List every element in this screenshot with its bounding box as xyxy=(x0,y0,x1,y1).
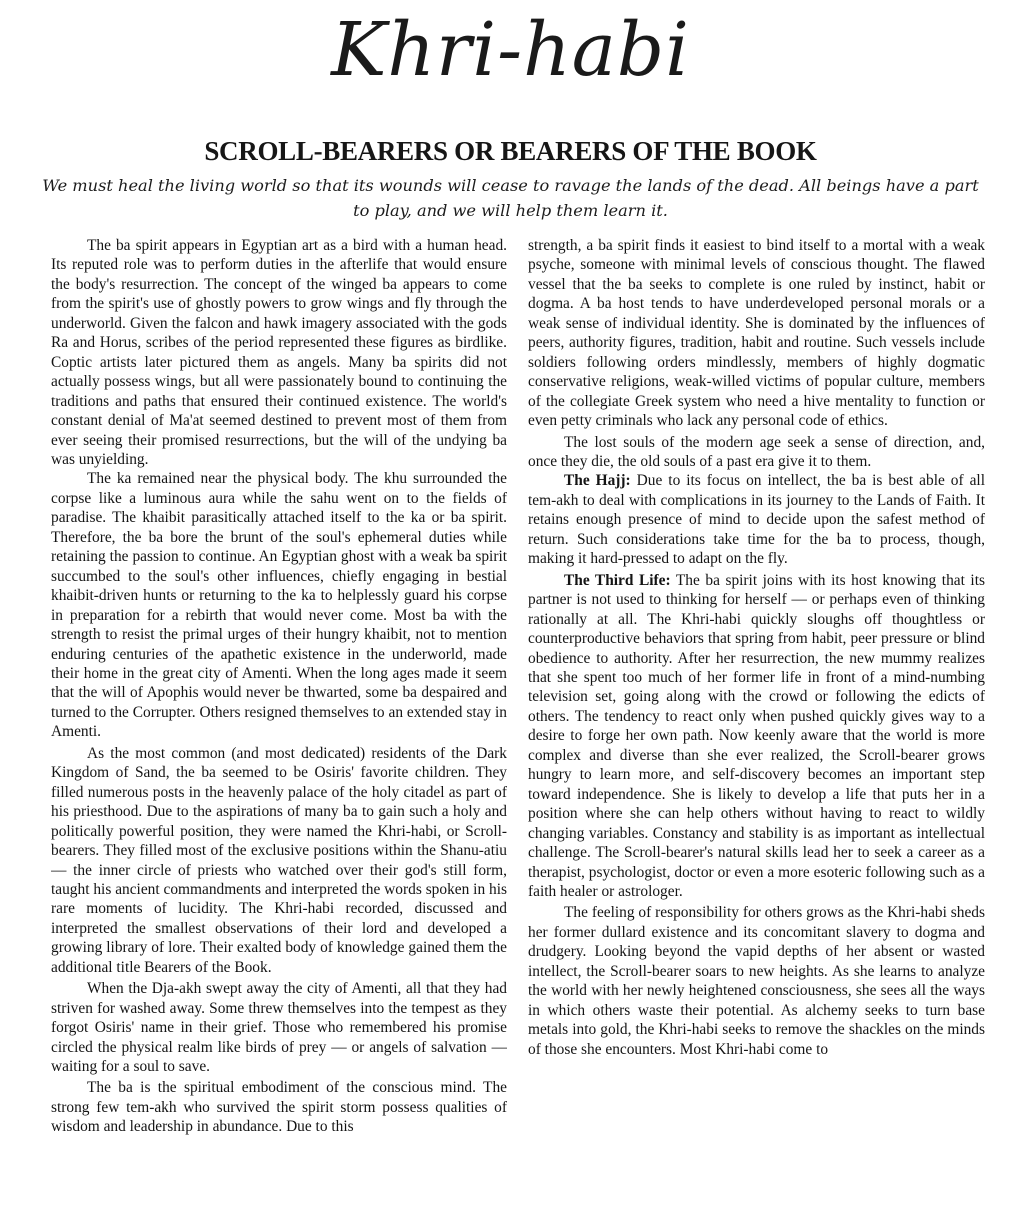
hajj-heading: The Hajj: xyxy=(564,472,631,490)
epigraph-quote: We must heal the living world so that its wounds will cease to ravage the lands of the dead. All beings have a part to play, and we will help them learn it. xyxy=(42,176,979,220)
paragraph-conscious-mind: The ba is the spiritual embodiment of the conscious mind. The strong few tem-akh who survived the spirit storm possess qualities of wisdom and leadership in abundance. Due to this xyxy=(51,1079,507,1136)
paragraph-responsibility: The feeling of responsibility for others grows as the Khri-habi sheds her former dullard existence and its concomitant slavery to dogma and drudgery. Looking beyond the vapid depths of her absent or wasted intellect, the Scroll-bearer soars to new heights. As she learns to analyze the world with her newly heightened consciousness, she sees all the ways in which others waste their potential. As alchemy seeks to turn base metals into gold, the Khri-habi seeks to remove the shackles on the minds of those she encounters. Most Khri-habi come to xyxy=(528,904,985,1058)
paragraph-continuation: strength, a ba spirit finds it easiest to bind itself to a mortal with a weak psyche, someone with minimal levels of conscious thought. The flawed vessel that the ba seeks to complete is one ruled by instinct, habit or dogma. A ba host tends to have underdeveloped personal morals or a weak sense of individual identity. She is dominated by the influences of peers, authority figures, tradition, habit and routine. Such vessels include soldiers following orders mindlessly, members of highly dogmatic conservative religions, weak-willed victims of popular culture, members of the collegiate Greek system who need a hive mentality to function or even petty criminals who lack any personal code of ethics. xyxy=(528,237,985,430)
third-life-heading: The Third Life: xyxy=(564,571,671,589)
left-column xyxy=(51,236,507,1220)
paragraph-ba-spirit: The ba spirit appears in Egyptian art as a bird with a human head. Its reputed role was to perform duties in the afterlife that would ensure the body's resurrection. The concept of the winged ba appears to come from the spirit's use of ghostly powers to grow wings and fly through the underworld. Given the falcon and hawk imagery associated with the gods Ra and Horus, scribes of the period represented these figures as birdlike. Coptic artists later pictured them as angels. Many ba spirits did not actually possess wings, but all were passionately bound to continuing the traditions and paths that ensured their continued existence. The world's constant denial of Ma'at seemed destined to prevent most of them from ever seeing their promised resurrections, but the will of the undying ba was unyielding. xyxy=(51,237,507,468)
paragraph-ka-remained: The ka remained near the physical body. The khu surrounded the corpse like a luminous aura while the sahu went on to the fields of paradise. The khaibit parasitically attached itself to the ka or ba spirit. Therefore, the ba bore the brunt of the soul's ephemeral duties while retaining the passion to continue. An Egyptian ghost with a weak ba spirit succumbed to the soul's other influences, chiefly engaging in bestial khaibit-driven hunts or returning to the ka to helplessly guard his corpse in preparation for a rebirth that would never come. Most ba with the strength to resist the primal urges of their hungry khaibit, not to mention enduring centuries of the apathetic existence in the underworld, made their home in the great city of Amenti. When the long ages made it seem that the will of Apophis would never be thwarted, some ba despaired and turned to the Corrupter. Others resigned themselves to an extended stay in Amenti. xyxy=(51,470,507,741)
right-column xyxy=(528,236,985,1220)
paragraph-lost-souls: The lost souls of the modern age seek a sense of direction, and, once they die, the old souls of a past era give it to them. xyxy=(528,433,985,470)
section-subtitle: SCROLL-BEARERS OR BEARERS OF THE BOOK xyxy=(204,136,817,166)
paragraph-third-life xyxy=(528,571,985,902)
third-life-text: The ba spirit joins with its host knowing that its partner is not used to thinking for herself — or perhaps even of thinking rationally at all. The Khri-habi quickly sloughs off thoughtless or counterproductive behaviors that spring from habit, peer pressure or blind obedience to authority. After her resurrection, the new mummy realizes that she spent too much of her former life in front of a mind-numbing television set, going along with the crowd or following the edicts of others. The tendency to react only when pushed quickly gives way to a desire to forge her own path. Now keenly aware that the world is more complex and diverse than she ever realized, the Scroll-bearer grows hungry to learn more, and self-discovery becomes an important step toward independence. She is likely to develop a life that puts her in a position where she can help others without having to react to wildly changing variables. Constancy and stability is as important as intellectual challenge. The Scroll-bearer's natural skills lead her to seek a career as a therapist, psychologist, doctor or even a more esoteric following such as a faith healer or astrologer. xyxy=(528,571,985,900)
page-title: Khri-habi xyxy=(331,7,690,93)
paragraph-most-common: As the most common (and most dedicated) residents of the Dark Kingdom of Sand, the ba seemed to be Osiris' favorite children. They filled numerous posts in the heavenly palace of the holy citadel as part of his priesthood. Due to the aspirations of many ba to gain such a holy and politically powerful position, they were named the Khri-habi, or Scroll-bearers. They filled most of the exclusive positions within the Shanu-atiu — the inner circle of priests who watched over their god's still form, taught his ancient commandments and interpreted the words spoken in his rare moments of lucidity. The Khri-habi recorded, discussed and interpreted the smallest observations of their lord and developed a growing library of lore. Their exalted body of knowledge gained them the additional title Bearers of the Book. xyxy=(51,744,507,976)
hajj-text: Due to its focus on intellect, the ba is best able of all tem-akh to deal with complications in its journey to the Lands of Faith. It retains enough presence of mind to decide upon the safest method of return. Such considerations take time for the ba to process, though, making it hard-pressed to adapt on the fly. xyxy=(528,472,985,568)
paragraph-hajj xyxy=(528,471,985,568)
paragraph-dja-akh: When the Dja-akh swept away the city of Amenti, all that they had striven for washed away. Some threw themselves into the tempest as they forgot Osiris' name in their grief. Those who remembered his promise circled the physical realm like birds of prey — or angels of salvation — waiting for a soul to save. xyxy=(51,980,507,1076)
